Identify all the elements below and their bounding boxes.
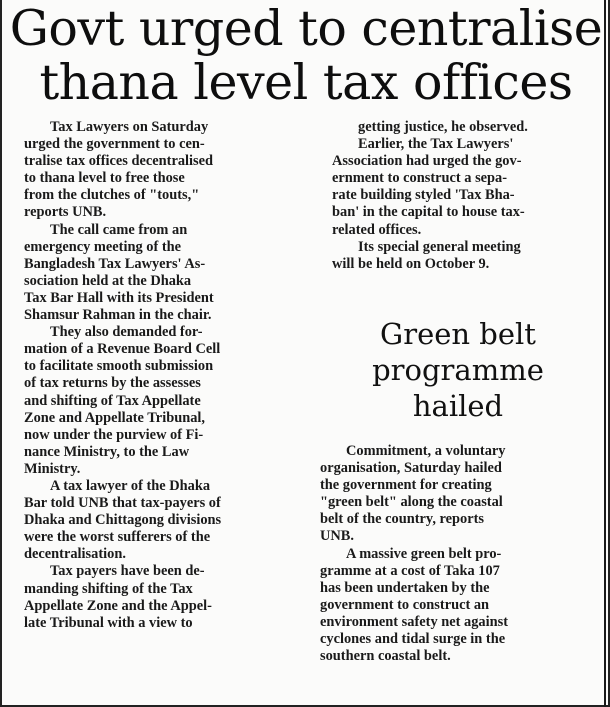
text-line: Tax payers have been de- bbox=[50, 563, 205, 580]
paragraph bbox=[24, 478, 294, 563]
paragraph bbox=[320, 443, 596, 546]
text-line: decentralisation. bbox=[24, 546, 126, 563]
text-line: cyclones and tidal surge in the bbox=[320, 631, 506, 648]
article-tax-right-column bbox=[332, 119, 594, 273]
text-line: the government for creating bbox=[320, 477, 492, 494]
text-line: Bar told UNB that tax-payers of bbox=[24, 495, 221, 512]
text-line: A massive green belt pro- bbox=[346, 545, 502, 562]
text-line: from the clutches of "touts," bbox=[24, 187, 200, 204]
text-line: environment safety net against bbox=[320, 613, 508, 630]
article-green-belt-body bbox=[320, 443, 596, 665]
green-belt-headline-line-2: programme bbox=[372, 353, 544, 387]
text-line: nance Ministry, to the Law bbox=[24, 443, 190, 460]
paragraph bbox=[332, 119, 594, 136]
text-line: They also demanded for- bbox=[50, 324, 203, 341]
main-headline bbox=[6, 2, 606, 110]
paragraph bbox=[24, 563, 294, 631]
green-belt-headline-line-3: hailed bbox=[412, 389, 504, 423]
text-line: Association had urged the gov- bbox=[332, 153, 522, 170]
text-line: UNB. bbox=[320, 528, 354, 545]
main-headline-line-1: Govt urged to centralise bbox=[9, 0, 603, 57]
text-line: Shamsur Rahman in the chair. bbox=[24, 307, 212, 324]
text-line: will be held on October 9. bbox=[332, 255, 490, 272]
text-line: Bangladesh Tax Lawyers' As- bbox=[24, 255, 206, 272]
text-line: to facilitate smooth submission bbox=[24, 358, 214, 375]
text-line: gramme at a cost of Taka 107 bbox=[320, 562, 500, 579]
text-line: sociation held at the Dhaka bbox=[24, 272, 192, 289]
text-line: southern coastal belt. bbox=[320, 648, 451, 665]
text-line: ban' in the capital to house tax- bbox=[332, 204, 525, 221]
paragraph bbox=[24, 222, 294, 325]
text-line: The call came from an bbox=[50, 221, 188, 238]
text-line: and shifting of Tax Appellate bbox=[24, 392, 201, 409]
text-line: emergency meeting of the bbox=[24, 238, 182, 255]
text-line: belt of the country, reports bbox=[320, 511, 485, 528]
text-line: late Tribunal with a view to bbox=[24, 614, 193, 631]
text-line: manding shifting of the Tax bbox=[24, 580, 193, 597]
text-line: ernment to construct a sepa- bbox=[332, 170, 508, 187]
text-line: Commitment, a voluntary bbox=[346, 443, 506, 459]
paragraph bbox=[332, 239, 594, 273]
main-headline-line-2: thana level tax offices bbox=[39, 54, 573, 111]
text-line: were the worst sufferers of the bbox=[24, 529, 211, 546]
text-line: A tax lawyer of the Dhaka bbox=[50, 477, 211, 494]
paragraph bbox=[332, 136, 594, 239]
text-line: "green belt" along the coastal bbox=[320, 494, 503, 511]
text-line: related offices. bbox=[332, 221, 422, 238]
article-tax-left-column bbox=[24, 119, 294, 632]
text-line: Appellate Zone and the Appel- bbox=[24, 597, 212, 614]
text-line: now under the purview of Fi- bbox=[24, 426, 204, 443]
text-line: Tax Lawyers on Saturday bbox=[50, 119, 209, 135]
text-line: tralise tax offices decentralised bbox=[24, 153, 214, 170]
text-line: urged the government to cen- bbox=[24, 136, 205, 153]
text-line: to thana level to free those bbox=[24, 170, 185, 187]
green-belt-headline bbox=[320, 316, 596, 424]
text-line: government to construct an bbox=[320, 596, 490, 613]
text-line: Its special general meeting bbox=[358, 238, 521, 255]
text-line: Earlier, the Tax Lawyers' bbox=[358, 136, 514, 153]
text-line: getting justice, he observed. bbox=[358, 119, 528, 135]
text-line: Dhaka and Chittagong divisions bbox=[24, 512, 222, 529]
text-line: reports UNB. bbox=[24, 204, 107, 221]
paragraph bbox=[24, 324, 294, 478]
text-line: Ministry. bbox=[24, 460, 81, 477]
text-line: Tax Bar Hall with its President bbox=[24, 289, 214, 306]
green-belt-headline-line-1: Green belt bbox=[380, 317, 536, 351]
text-line: organisation, Saturday hailed bbox=[320, 460, 502, 477]
text-line: mation of a Revenue Board Cell bbox=[24, 341, 221, 358]
text-line: of tax returns by the assesses bbox=[24, 375, 201, 392]
text-line: has been undertaken by the bbox=[320, 579, 490, 596]
paragraph bbox=[320, 546, 596, 666]
text-line: rate building styled 'Tax Bha- bbox=[332, 187, 515, 204]
text-line: Zone and Appellate Tribunal, bbox=[24, 409, 205, 426]
paragraph bbox=[24, 119, 294, 222]
